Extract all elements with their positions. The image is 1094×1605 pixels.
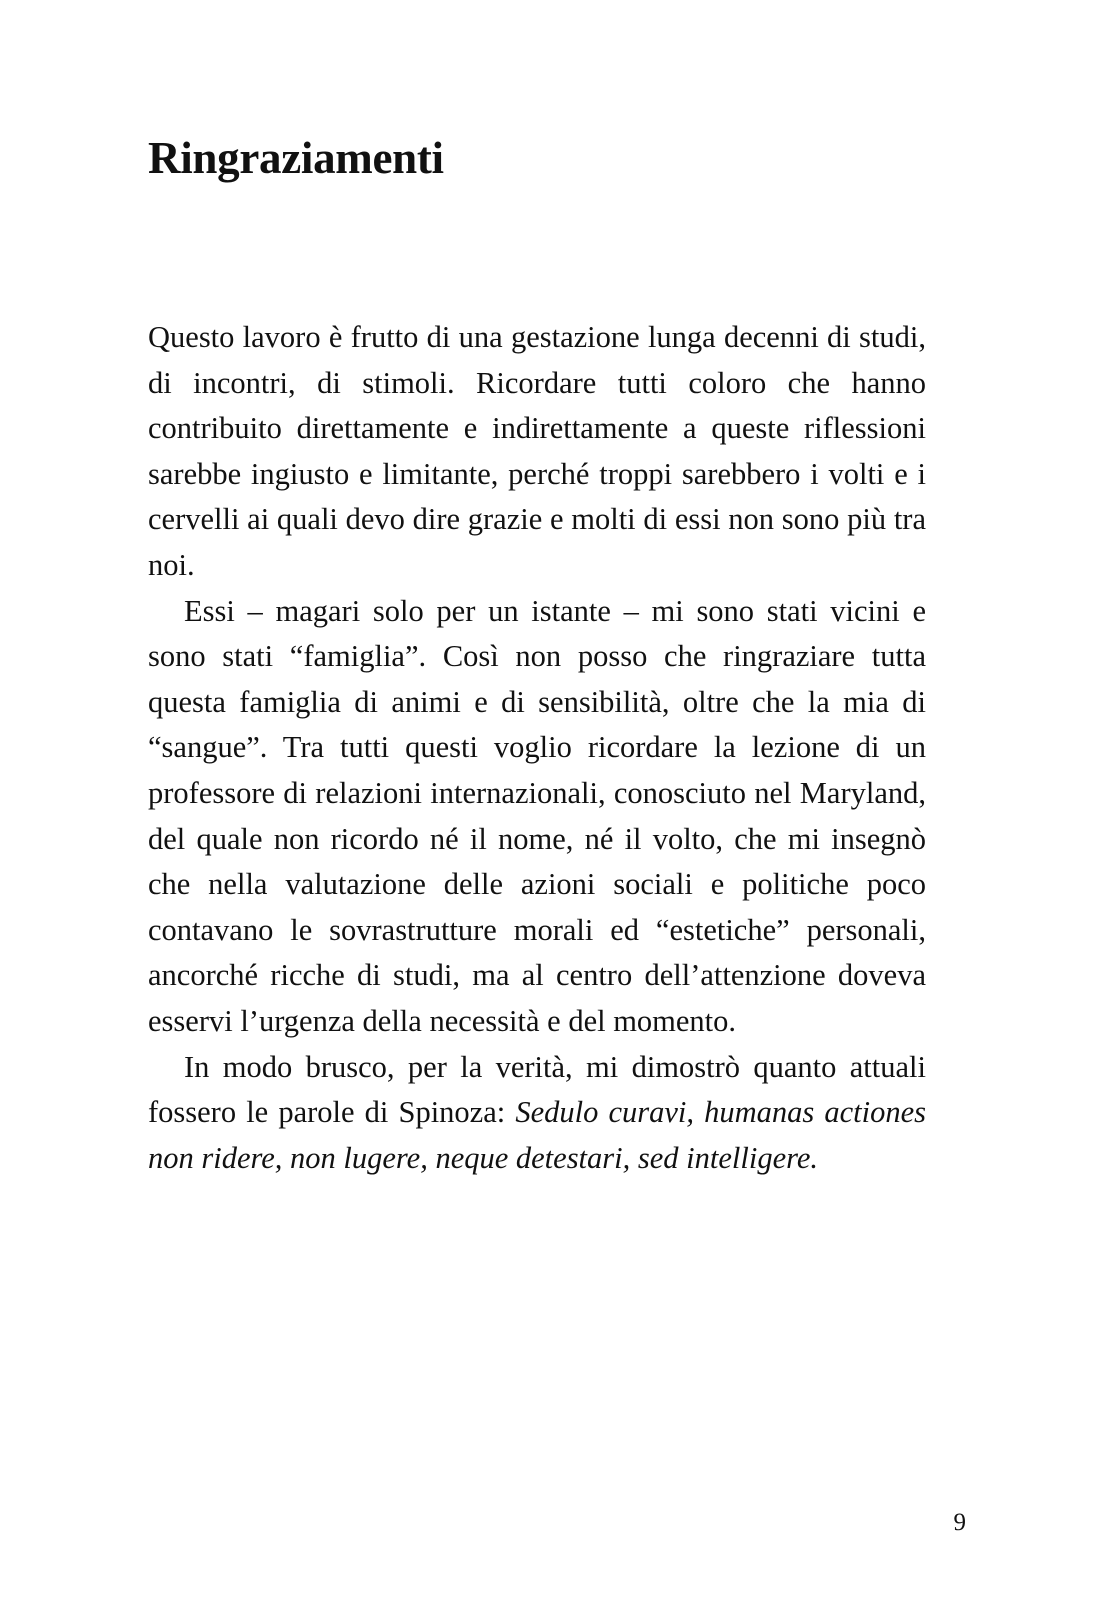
text-column (148, 0, 926, 1181)
spinoza-latin-quote: Sedulo curavi, humanas actiones non ridere, non lugere, neque detestari, sed intelligere. (148, 1095, 927, 1175)
paragraph-2: Essi – magari solo per un istante – mi sono stati vicini e sono stati “famiglia”. Così non posso che ringraziare tutta questa famiglia di animi e di sensibilità, oltre che la mia di “sangue”. Tra tutti questi voglio ricordare la lezione di un professore di relazioni internazionali, conosciuto nel Maryland, del quale non ricordo né il nome, né il volto, che mi insegnò che nella valutazione delle azioni sociali e politiche poco contavano le sovrastrutture morali ed “estetiche” personali, ancorché ricche di studi, ma al centro dell’attenzione doveva esservi l’urgenza della necessità e del momento. (148, 593, 926, 1038)
body-text (148, 315, 926, 1181)
page-title: Ringraziamenti (148, 133, 444, 183)
paragraph-3-lead: In modo brusco, per la verità, mi dimostrò quanto attuali fossero le parole di Spinoza: (148, 1049, 926, 1130)
paragraph-1: Questo lavoro è frutto di una gestazione lunga decenni di studi, di incontri, di stimoli. Ricordare tutti coloro che hanno contribuito direttamente e indirettamente a queste riflessioni sarebbe ingiusto e limitante, perché troppi sarebbero i volti e i cervelli ai quali devo dire grazie e molti di essi non sono più tra noi. (148, 320, 926, 582)
page-number: 9 (953, 1509, 966, 1536)
paragraph-3 (148, 1045, 926, 1182)
